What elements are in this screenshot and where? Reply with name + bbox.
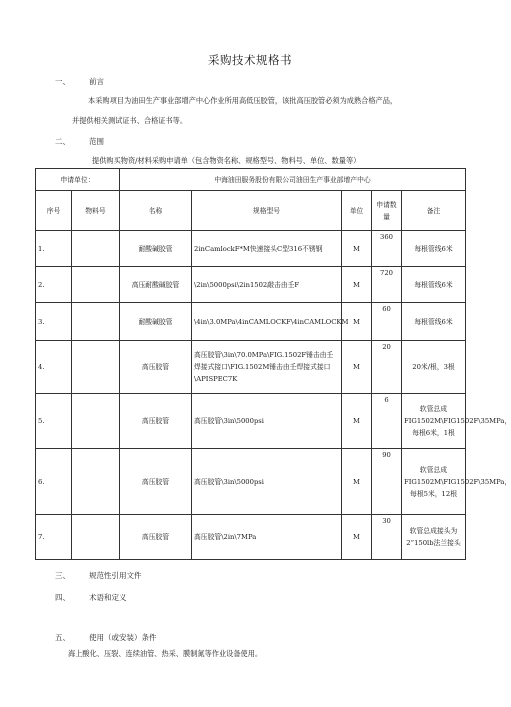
cell-seq: 6. — [36, 449, 72, 515]
document-title: 采购技术规格书 — [208, 53, 292, 67]
usage-text: 海上酸化、压裂、连续油管、热采、膜制氮等作业设备使用。 — [68, 649, 263, 658]
applicant-label: 申请单位： — [36, 169, 120, 191]
table-row — [36, 515, 466, 560]
cell-qty: 20 — [372, 341, 402, 394]
cell-name: 高压胶管 — [120, 341, 192, 394]
cell-material-no — [72, 515, 120, 560]
cell-material-no — [72, 267, 120, 303]
cell-material-no — [72, 394, 120, 449]
table-row — [36, 449, 466, 515]
table-header-row — [36, 191, 466, 231]
cell-qty: 30 — [372, 515, 402, 560]
cell-unit: M — [342, 394, 372, 449]
cell-seq: 5. — [36, 394, 72, 449]
cell-unit: M — [342, 341, 372, 394]
section-heading-references — [55, 570, 142, 581]
cell-qty: 720 — [372, 267, 402, 303]
scope-text: 提供购买物资/材料采购申请单（包含物资名称、规格型号、物料号、单位、数量等） — [92, 156, 361, 165]
cell-spec: 高压胶管\3in\5000psi — [192, 394, 342, 449]
cell-remark: 软管总成FIG1502M\FIG1502F\35MPa，每根5米，12根 — [402, 449, 466, 515]
cell-unit: M — [342, 231, 372, 267]
cell-material-no — [72, 449, 120, 515]
cell-remark: 软管总成接头为2”150lb法兰接头 — [402, 515, 466, 560]
section-label: 范围 — [89, 137, 104, 146]
cell-material-no — [72, 231, 120, 267]
cell-seq: 3. — [36, 303, 72, 341]
header-material-no: 物料号 — [72, 191, 120, 231]
cell-name: 高压胶管 — [120, 449, 192, 515]
cell-qty: 60 — [372, 303, 402, 341]
section-heading-definitions — [55, 592, 127, 603]
header-qty: 申请数量 — [372, 191, 402, 231]
cell-spec: 高压胶管\3in\5000psi — [192, 449, 342, 515]
cell-qty: 90 — [372, 449, 402, 515]
intro-paragraph-line1: 本采购项目为油田生产事业部增产中心作业所用高低压胶管，该批高压胶管必须为成熟合格产品， — [88, 96, 398, 105]
cell-remark: 20米/根，3根 — [402, 341, 466, 394]
cell-qty: 360 — [372, 231, 402, 267]
header-unit: 单位 — [342, 191, 372, 231]
section-label: 规范性引用文件 — [89, 571, 142, 580]
table-row — [36, 231, 466, 267]
cell-unit: M — [342, 267, 372, 303]
table-row — [36, 341, 466, 394]
section-number: 二、 — [55, 137, 70, 146]
section-label: 使用（或安装）条件 — [89, 633, 157, 642]
section-number: 五、 — [55, 633, 70, 642]
cell-name: 高压胶管 — [120, 394, 192, 449]
procurement-table — [35, 168, 511, 560]
section-label: 术语和定义 — [89, 593, 127, 602]
section-heading-scope — [55, 136, 104, 147]
cell-name: 耐酸碱胶管 — [120, 231, 192, 267]
cell-remark: 每根管线6米 — [402, 303, 466, 341]
table-row — [36, 303, 466, 341]
cell-unit: M — [342, 303, 372, 341]
section-heading-preface — [55, 76, 104, 87]
cell-remark: 每根管线6米 — [402, 267, 466, 303]
cell-material-no — [72, 303, 120, 341]
section-heading-usage — [55, 632, 157, 643]
cell-name: 耐酸碱胶管 — [120, 303, 192, 341]
table-row — [36, 394, 466, 449]
header-seq: 序号 — [36, 191, 72, 231]
cell-spec: 高压胶管\2in\7MPa — [192, 515, 342, 560]
cell-seq: 1. — [36, 231, 72, 267]
cell-seq: 2. — [36, 267, 72, 303]
cell-unit: M — [342, 449, 372, 515]
cell-spec: \4in\3.0MPa\4inCAMLOCKF\4inCAMLOCKM — [192, 303, 342, 341]
header-name: 名称 — [120, 191, 192, 231]
cell-qty: 6 — [372, 394, 402, 449]
cell-remark: 软管总成FIG1502M\FIG1502F\35MPa，每根6米，1根 — [402, 394, 466, 449]
section-label: 前言 — [89, 77, 104, 86]
intro-paragraph-line2: 并提供相关测试证书、合格证书等。 — [72, 116, 188, 125]
applicant-value: 中海油田服务股份有限公司油田生产事业部增产中心 — [120, 169, 466, 191]
cell-unit: M — [342, 515, 372, 560]
section-number: 三、 — [55, 571, 70, 580]
cell-material-no — [72, 341, 120, 394]
cell-name: 高压胶管 — [120, 515, 192, 560]
header-spec: 规格型号 — [192, 191, 342, 231]
table-row — [36, 267, 466, 303]
section-number: 四、 — [55, 593, 70, 602]
applicant-row — [36, 169, 466, 191]
cell-name: 高压耐酸碱胶管 — [120, 267, 192, 303]
cell-spec: \2in\5000psi\2in1502敲击由壬F — [192, 267, 342, 303]
cell-seq: 4. — [36, 341, 72, 394]
cell-spec: 高压胶管\3in\70.0MPa\FIG.1502F锤击由壬焊接式接口\FIG.1502M锤击由壬焊接式接口\APISPEC7K — [192, 341, 342, 394]
cell-remark: 每根管线6米 — [402, 231, 466, 267]
cell-spec: 2inCamlockF*M快速接头C型316不锈钢 — [192, 231, 342, 267]
cell-seq: 7. — [36, 515, 72, 560]
header-remark: 备注 — [402, 191, 466, 231]
section-number: 一、 — [55, 77, 70, 86]
